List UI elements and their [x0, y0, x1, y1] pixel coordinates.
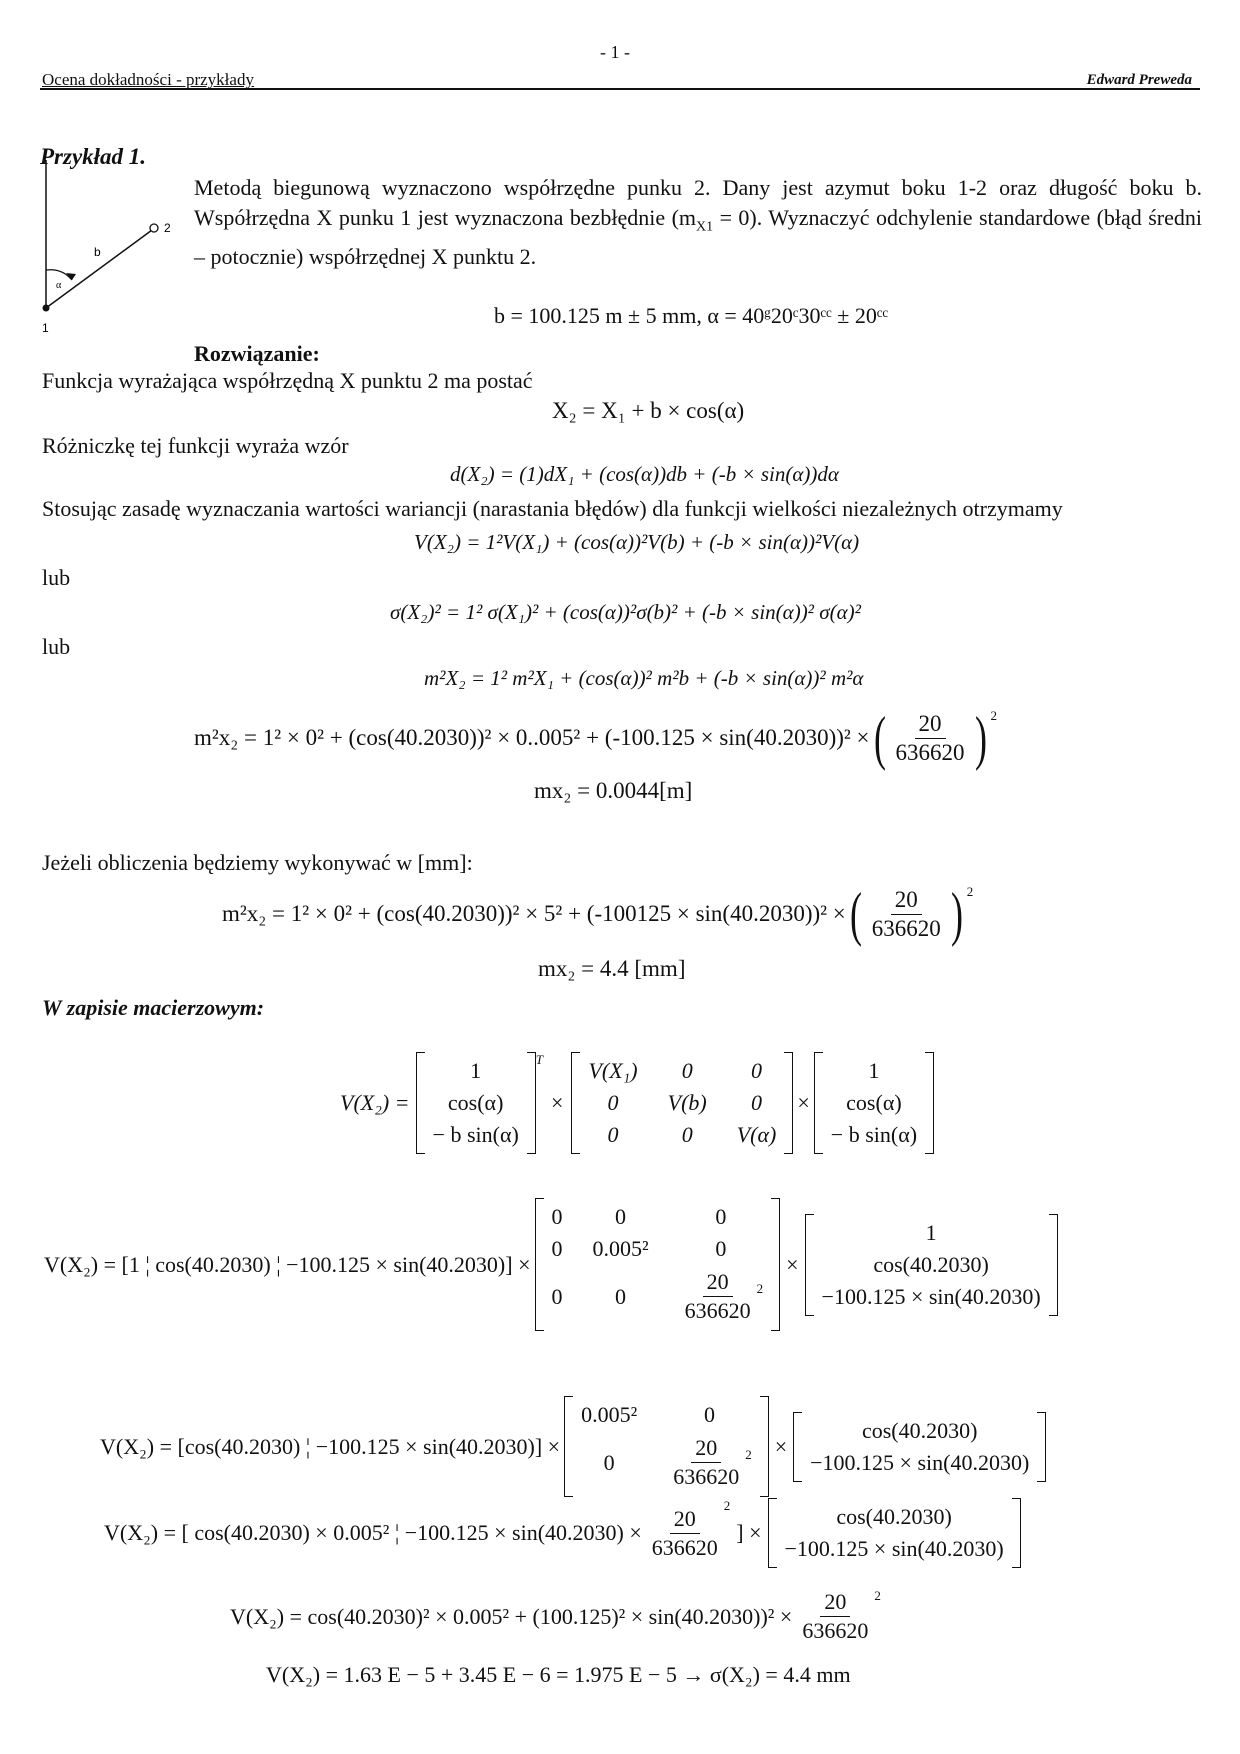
equation-8-left: m²x₂ = 1² × 0² + (cos(40.2030))² × 5² + (-100125 × sin(40.2030))² × — [222, 901, 846, 926]
fraction-denominator: 636620 — [895, 739, 965, 765]
fraction-denominator: 636620 — [802, 1618, 869, 1643]
problem-text — [194, 173, 1202, 272]
vec-cell: − b sin(α) — [830, 1122, 918, 1147]
header-left: Ocena dokładności - przykłady — [42, 70, 254, 89]
cell: −100.125 × sin(40.2030) — [784, 1536, 1004, 1561]
cell-frac: $\frac{20}{636620}$ $^2$ — [653, 1432, 766, 1493]
fraction-denominator: 636620 — [871, 915, 941, 941]
equation-8: m²x₂ = 1² × 0² + (cos(40.2030))² × 5² + (-100125 × sin(40.2030))² × ( $\frac{20}{636620}$ ) $^2$ — [222, 881, 974, 947]
cell-frac: $\frac{20}{636620}$ $^2$ — [665, 1266, 778, 1327]
problem-sub: X1 — [696, 219, 714, 235]
lub-2: lub — [42, 634, 71, 659]
solution-line-3: Stosując zasadę wyznaczania wartości wariancji (narastania błędów) dla funkcji wielkości niezależnych otrzymamy — [42, 496, 1063, 521]
matrix-vx2: V(X₂) = — [340, 1090, 410, 1115]
equation-5: m²X₂ = 1² m²X₁ + (cos(α))² m²b + (-b × sin(α))² m²α — [424, 666, 864, 690]
fraction-numerator: 20 — [915, 710, 946, 739]
paren-close: ) — [974, 705, 987, 771]
equation-1: X₂ = X₁ + b × cos(α) — [552, 398, 745, 423]
side-b-line — [46, 230, 152, 308]
vector — [814, 1052, 934, 1154]
lub-1: lub — [42, 565, 71, 590]
diag-cell: V(X₁) — [588, 1058, 638, 1083]
fraction — [798, 1588, 872, 1645]
final-result: V(X₂) = 1.63 E − 5 + 3.45 E − 6 = 1.975 E − 5 → σ(X₂) = 4.4 mm — [266, 1662, 851, 1687]
cell: −100.125 × sin(40.2030) — [810, 1449, 1030, 1475]
equation-3: V(X₂) = 1²V(X₁) + (cos(α))²V(b) + (-b × sin(α))²V(α) — [414, 530, 860, 554]
solution-line-1: Funkcja wyrażająca współrzędną X punktu 2 ma postać — [42, 368, 533, 393]
solution-line-4: Jeżeli obliczenia będziemy wykonywać w [mm]: — [42, 850, 473, 875]
label-2: 2 — [164, 221, 171, 235]
fraction — [868, 886, 945, 943]
label-b: b — [94, 245, 101, 259]
diag-cell: V(b) — [667, 1090, 707, 1115]
problem-part1: Metodą biegunową wyznaczono współrzędne punku 2. Dany jest azymut boku 1-2 oraz długość boku b. Współrzędna X punku 1 jest wyznaczona bezbłędnie (m — [194, 175, 1202, 230]
matrix-heading: W zapisie macierzowym: — [42, 995, 265, 1020]
polar-diagram — [30, 160, 190, 340]
paren-open: ( — [873, 705, 886, 771]
vector-t — [416, 1052, 536, 1154]
row5: V(X₂) = cos(40.2030)² × 0.005² + (100.125)² × sin(40.2030))² × — [230, 1603, 793, 1629]
fraction-numerator: 20 — [691, 1434, 721, 1463]
cell: −100.125 × sin(40.2030) — [821, 1283, 1041, 1309]
covariance-matrix — [571, 1052, 793, 1154]
label-alpha: α — [56, 280, 62, 291]
row2-left: V(X₂) = [1 ¦ cos(40.2030) ¦ −100.125 × sin(40.2030)] × — [44, 1251, 531, 1277]
matrix-formula-reduced: V(X₂) = [cos(40.2030) ¦ −100.125 × sin(40.2030)] × 0.005² 0 0 $\frac{20}{636620}$ $^2$ × cos(40.2030) −100.125 × sin(40.2030) — [100, 1396, 1046, 1497]
point-2 — [150, 224, 158, 232]
diag-cell: 0 — [607, 1090, 619, 1115]
cell: 0 — [551, 1283, 563, 1309]
vec-cell: cos(α) — [447, 1090, 504, 1115]
solution-heading: Rozwiązanie: — [194, 341, 320, 366]
cell: cos(40.2030) — [861, 1417, 978, 1443]
diag-cell: 0 — [681, 1122, 693, 1147]
reduced-covariance — [564, 1396, 769, 1497]
cell: 0 — [715, 1204, 727, 1229]
point-1 — [43, 305, 50, 312]
cell: 0 — [703, 1402, 715, 1427]
cell: 0 — [603, 1449, 615, 1475]
example-title: Przykład 1. — [40, 144, 147, 169]
diag-cell: 0 — [751, 1058, 763, 1083]
paren-close: ) — [950, 881, 963, 947]
header-rule — [40, 88, 1200, 90]
given-values: b = 100.125 m ± 5 mm, α = 40ᵍ20ᶜ30ᶜᶜ ± 20ᶜᶜ — [494, 303, 889, 328]
numeric-vector — [805, 1214, 1058, 1316]
reduced-vector — [793, 1412, 1046, 1482]
equation-4: σ(X₂)² = 1² σ(X₁)² + (cos(α))²σ(b)² + (-b × sin(α))² σ(α)² — [390, 600, 861, 624]
diag-cell: 0 — [751, 1090, 763, 1115]
fraction-denominator: 636620 — [651, 1534, 718, 1560]
row4-vector — [768, 1498, 1021, 1568]
cell: 1 — [925, 1219, 937, 1245]
cell: cos(40.2030) — [836, 1504, 952, 1529]
equation-9: mx₂ = 4.4 [mm] — [538, 956, 686, 981]
row4-left: V(X₂) = [ cos(40.2030) × 0.005² ¦ −100.125 × sin(40.2030) × — [104, 1520, 642, 1545]
solution-line-2: Różniczkę tej funkcji wyraża wzór — [42, 433, 349, 458]
fraction-numerator: 20 — [703, 1268, 733, 1297]
fraction-denominator: 636620 — [673, 1464, 740, 1489]
fraction-numerator: 20 — [891, 886, 922, 915]
vec-cell: − b sin(α) — [432, 1122, 519, 1147]
cell: 0.005² — [581, 1402, 638, 1427]
vec-cell: cos(α) — [846, 1090, 902, 1115]
cell: cos(40.2030) — [873, 1251, 989, 1277]
diag-cell: 0 — [681, 1058, 693, 1083]
fraction-numerator: 20 — [820, 1588, 850, 1617]
problem-part2: = 0). Wyznaczyć odchylenie standardowe (błąd średni – potocznie) współrzędnej X punktu 2. — [194, 205, 1202, 270]
equation-7: mx₂ = 0.0044[m] — [534, 778, 693, 803]
diag-cell: V(α) — [736, 1122, 777, 1147]
vec-cell: 1 — [470, 1058, 482, 1083]
variance-expanded: V(X₂) = cos(40.2030)² × 0.005² + (100.125)² × sin(40.2030))² × $\frac{20}{636620}$ $^2$ — [230, 1588, 881, 1643]
diag-cell: 0 — [607, 1122, 619, 1147]
page-number: - 1 - — [600, 42, 630, 62]
fraction-numerator: 20 — [670, 1505, 700, 1534]
cell: 0 — [551, 1204, 563, 1229]
equation-2: d(X₂) = (1)dX₁ + (cos(α))db + (-b × sin(α))dα — [450, 462, 839, 486]
fraction — [892, 710, 969, 767]
header-right: Edward Preweda — [1086, 72, 1192, 88]
paren-open: ( — [849, 881, 862, 947]
equation-6: m²x₂ = 1² × 0² + (cos(40.2030))² × 0..005² + (-100.125 × sin(40.2030))² × ( $\frac{20}{636620}$ ) $^2$ — [194, 705, 997, 771]
matrix-formula-row: V(X₂) = [ cos(40.2030) × 0.005² ¦ −100.125 × sin(40.2030) × $\frac{20}{636620}$ $^2$ ] × cos(40.2030) −100.125 × sin(40.2030) — [104, 1498, 1021, 1568]
cell: 0 — [615, 1204, 627, 1229]
cell: 0 — [615, 1283, 627, 1309]
equation-6-left: m²x₂ = 1² × 0² + (cos(40.2030))² × 0..005² + (-100.125 × sin(40.2030))² × — [194, 725, 870, 750]
matrix-formula-numeric: V(X₂) = [1 ¦ cos(40.2030) ¦ −100.125 × sin(40.2030)] × 0 0 0 0 0.005² 0 0 0 $\frac{20}{636620}$ $^2$ × 1 cos(40.2030) −100.125 × sin(40.2030) — [44, 1198, 1058, 1331]
fraction — [648, 1505, 722, 1562]
vec-cell: 1 — [868, 1058, 880, 1083]
fraction-denominator: 636620 — [684, 1298, 751, 1323]
cell: 0 — [715, 1236, 727, 1261]
cell: 0.005² — [592, 1236, 649, 1261]
cell: 0 — [551, 1236, 563, 1261]
row3-left: V(X₂) = [cos(40.2030) ¦ −100.125 × sin(40.2030)] × — [100, 1433, 561, 1459]
numeric-covariance — [535, 1198, 781, 1331]
label-1: 1 — [42, 321, 49, 335]
matrix-formula: V(X₂) = 1 cos(α) − b sin(α) $^T$ × V(X₁) 0 0 0 V(b) 0 0 0 V(α) × 1 cos(α) − b sin(α) — [340, 1052, 934, 1154]
